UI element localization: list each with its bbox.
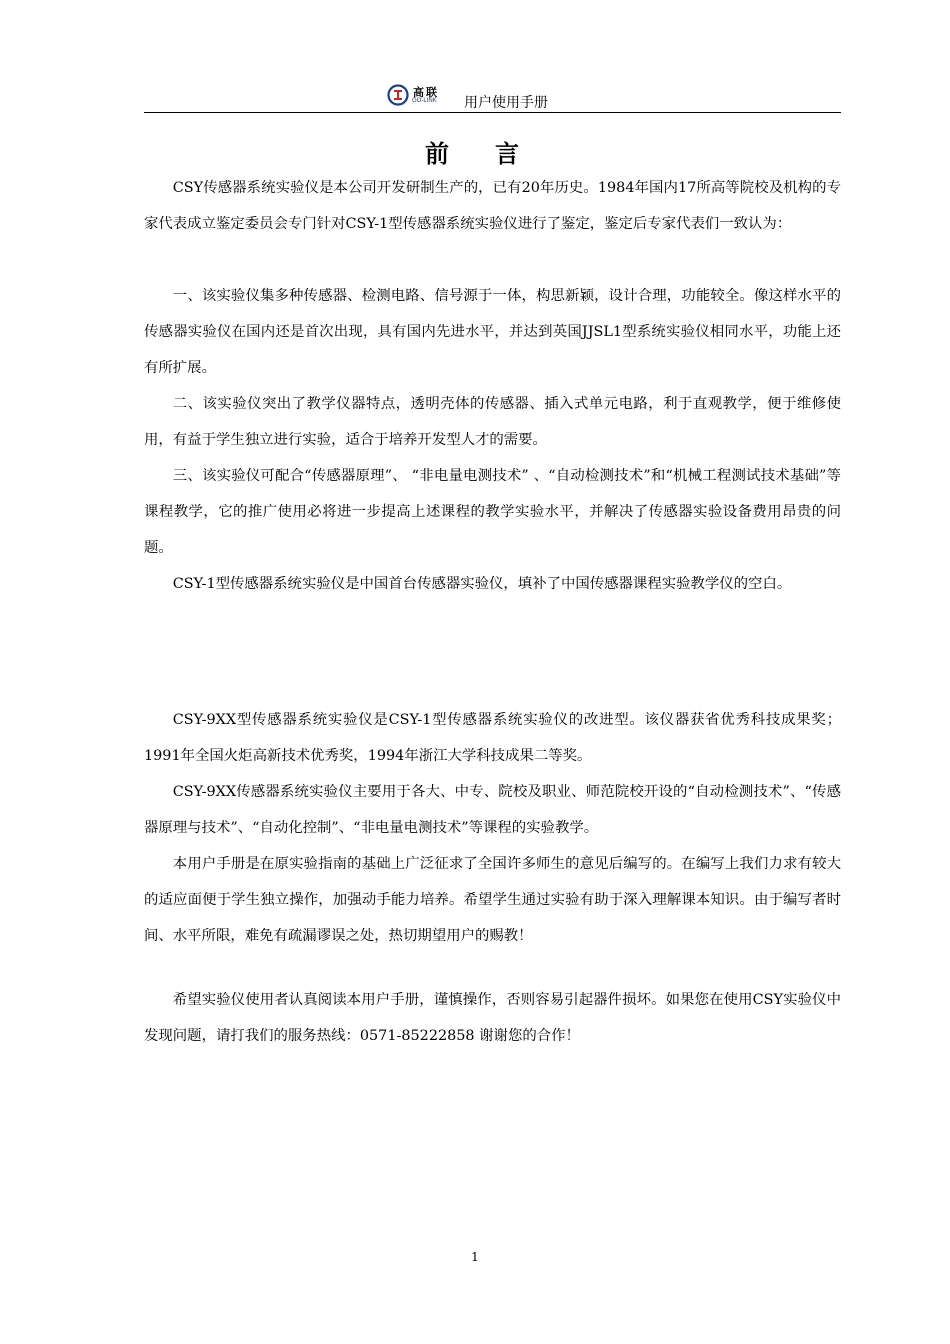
- page-number: 1: [471, 1250, 479, 1264]
- page-title-left: 前: [425, 139, 455, 168]
- company-logo: [387, 84, 467, 110]
- page-title-right: 言: [495, 139, 525, 168]
- paragraph-csy9xx-awards: CSY-9XX型传感器系统实验仪是CSY-1型传感器系统实验仪的改进型。该仪器获省优秀科技成果奖；1991年全国火炬高新技术优秀奖，1994年浙江大学科技成果二等奖。: [144, 712, 841, 764]
- page-header: [144, 80, 841, 113]
- logo-english-text: GO-LINK: [412, 98, 437, 104]
- paragraph-point-two: 二、该实验仪突出了教学仪器特点，透明壳体的传感器、插入式单元电路，利于直观教学，便于维修使用，有益于学生独立进行实验，适合于培养开发型人才的需要。: [144, 396, 841, 448]
- paragraph-hotline: 希望实验仪使用者认真阅读本用户手册，谨慎操作，否则容易引起器件损坏。如果您在使用CSY实验仪中发现问题，请打我们的服务热线：0571-85222858 谢谢您的合作！: [144, 992, 841, 1044]
- logo-chinese-text: 高联: [413, 86, 439, 99]
- page-title: [0, 134, 950, 169]
- paragraph-manual: 本用户手册是在原实验指南的基础上广泛征求了全国许多师生的意见后编写的。在编写上我们力求有较大的适应面便于学生独立操作，加强动手能力培养。希望学生通过实验有助于深入理解课本知识。由于编写者时间、水平所限，难免有疏漏谬误之处，热切期望用户的赐教！: [144, 856, 841, 944]
- paragraph-intro: CSY传感器系统实验仪是本公司开发研制生产的，已有20年历史。1984年国内17所高等院校及机构的专家代表成立鉴定委员会专门针对CSY-1型传感器系统实验仪进行了鉴定，鉴定后专家代表们一致认为：: [144, 180, 841, 232]
- paragraph-csy9xx-usage: CSY-9XX传感器系统实验仪主要用于各大、中专、院校及职业、师范院校开设的“自动检测技术”、“传感器原理与技术”、“自动化控制”、“非电量电测技术”等课程的实验教学。: [144, 784, 841, 836]
- paragraph-point-one: 一、该实验仪集多种传感器、检测电路、信号源于一体，构思新颖，设计合理，功能较全。像这样水平的传感器实验仪在国内还是首次出现，具有国内先进水平，并达到英国JJSL1型系统实验仪相同水平，功能上还有所扩展。: [144, 288, 841, 376]
- paragraph-point-three: 三、该实验仪可配合“传感器原理”、 “非电量电测技术” 、“自动检测技术”和“机械工程测试技术基础”等课程教学，它的推广使用必将进一步提高上述课程的教学实验水平，并解决了传感器实验设备费用昂贵的问题。: [144, 468, 841, 556]
- header-title: 用户使用手册: [464, 95, 548, 111]
- paragraph-csy1: CSY-1型传感器系统实验仪是中国首台传感器实验仪，填补了中国传感器课程实验教学仪的空白。: [172, 576, 792, 592]
- go-link-logo-icon: [387, 84, 409, 106]
